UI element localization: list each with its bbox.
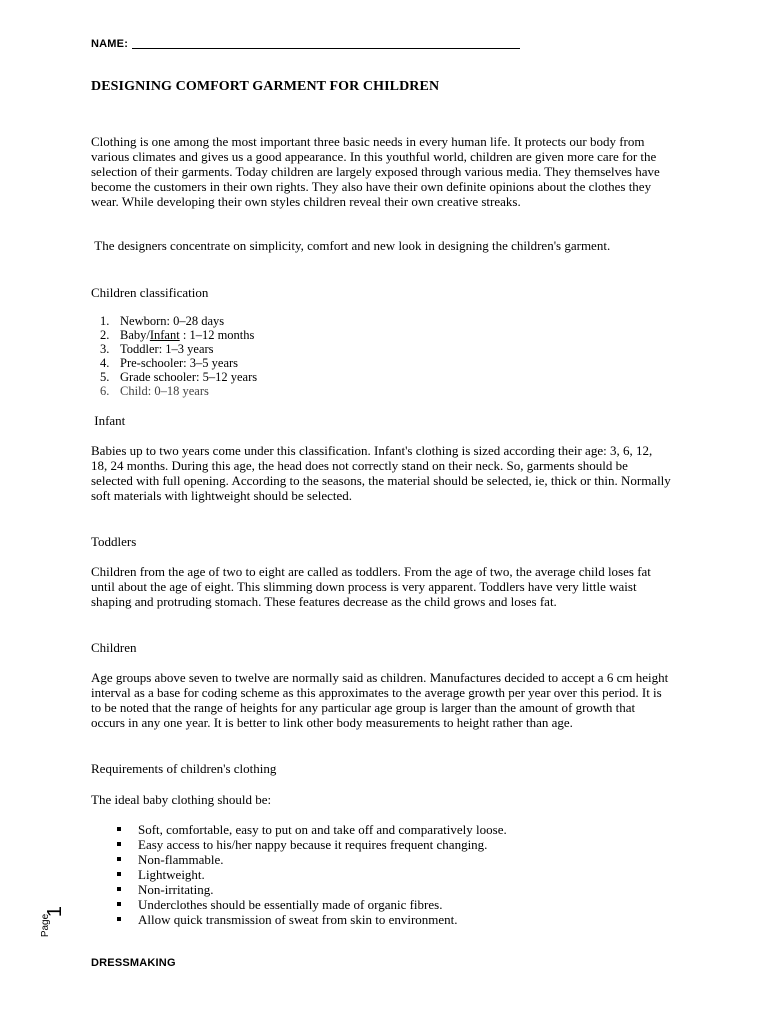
intro-paragraph-2-block [91, 238, 671, 253]
classification-heading: Children classification [91, 285, 209, 300]
intro-section [91, 134, 671, 209]
intro-paragraph-2: The designers concentrate on simplicity, comfort and new look in designing the children's garment. [91, 238, 611, 253]
page-title: DESIGNING COMFORT GARMENT FOR CHILDREN [91, 79, 440, 94]
list-item: 2. Baby/Infant : 1–12 months [100, 328, 255, 342]
name-blank [132, 48, 520, 49]
underlined-word: Infant [149, 328, 180, 342]
bullet-square-icon [117, 887, 121, 891]
requirements-heading: Requirements of children's clothing [91, 761, 277, 776]
infant-paragraph: Babies up to two years come under this classification. Infant's clothing is sized according their age: 3, 6, 12, 18, 24 months. During this age, the head does not correctly stand on their neck. So, garments should be selected with full opening. According to the seasons, the material should be selected, ie, thick or thin. Normally soft materials with lightweight should be selected. [91, 443, 671, 503]
bullet-square-icon [117, 917, 121, 921]
bullet-square-icon [117, 842, 121, 846]
list-item: Lightweight. [117, 867, 507, 882]
classification-list [100, 314, 257, 398]
list-item: 3. Toddler: 1–3 years [100, 342, 214, 356]
bullet-square-icon [117, 857, 121, 861]
children-paragraph: Age groups above seven to twelve are normally said as children. Manufactures decided to accept a 6 cm height interval as a base for coding scheme as this approximates to the average growth per year over this period. It is to be noted that the range of heights for any particular age group is larger than the amount of growth that occurs in any one year. It is better to link other body measurements to height rather than age. [91, 670, 669, 730]
requirements-bullet-list [117, 822, 507, 927]
toddlers-paragraph: Children from the age of two to eight are called as toddlers. From the age of two, the average child loses fat until about the age of eight. This slimming down process is very apparent. Toddlers have very little waist shaping and protruding stomach. These features decrease as the child grows and loses fat. [91, 564, 651, 609]
list-item: Non-flammable. [117, 852, 507, 867]
list-item: 5. Grade schooler: 5–12 years [100, 370, 258, 384]
list-item: 6. Child: 0–18 years [100, 384, 209, 398]
list-item: Soft, comfortable, easy to put on and take off and comparatively loose. [117, 822, 507, 837]
page-word: Page [40, 913, 52, 938]
bullet-square-icon [117, 902, 121, 906]
toddlers-heading: Toddlers [91, 534, 137, 549]
name-label: NAME: [91, 38, 129, 50]
requirements-intro: The ideal baby clothing should be: [91, 792, 272, 807]
footer-label: DRESSMAKING [91, 957, 176, 969]
list-item: Underclothes should be essentially made of organic fibres. [117, 897, 507, 912]
list-item: 1. Newborn: 0–28 days [100, 314, 225, 328]
page-number: 1 [44, 905, 67, 918]
children-heading: Children [91, 640, 137, 655]
list-item: Non-irritating. [117, 882, 507, 897]
list-item: Easy access to his/her nappy because it requires frequent changing. [117, 837, 507, 852]
name-field-line [91, 38, 520, 50]
bullet-square-icon [117, 827, 121, 831]
page-number-label [40, 904, 70, 944]
infant-heading: Infant [91, 413, 126, 428]
intro-paragraph-1: Clothing is one among the most important three basic needs in every human life. It protects our body from various climates and gives us a good appearance. In this youthful world, children are given more care for the selection of their garments. Today children are largely exposed through various media. They themselves have become the customers in their own rights. They also have their own definite opinions about the clothes they wear. While developing their own styles children reveal their own creative streaks. [91, 134, 660, 209]
list-item: Allow quick transmission of sweat from skin to environment. [117, 912, 507, 927]
bullet-square-icon [117, 872, 121, 876]
list-item: 4. Pre-schooler: 3–5 years [100, 356, 239, 370]
